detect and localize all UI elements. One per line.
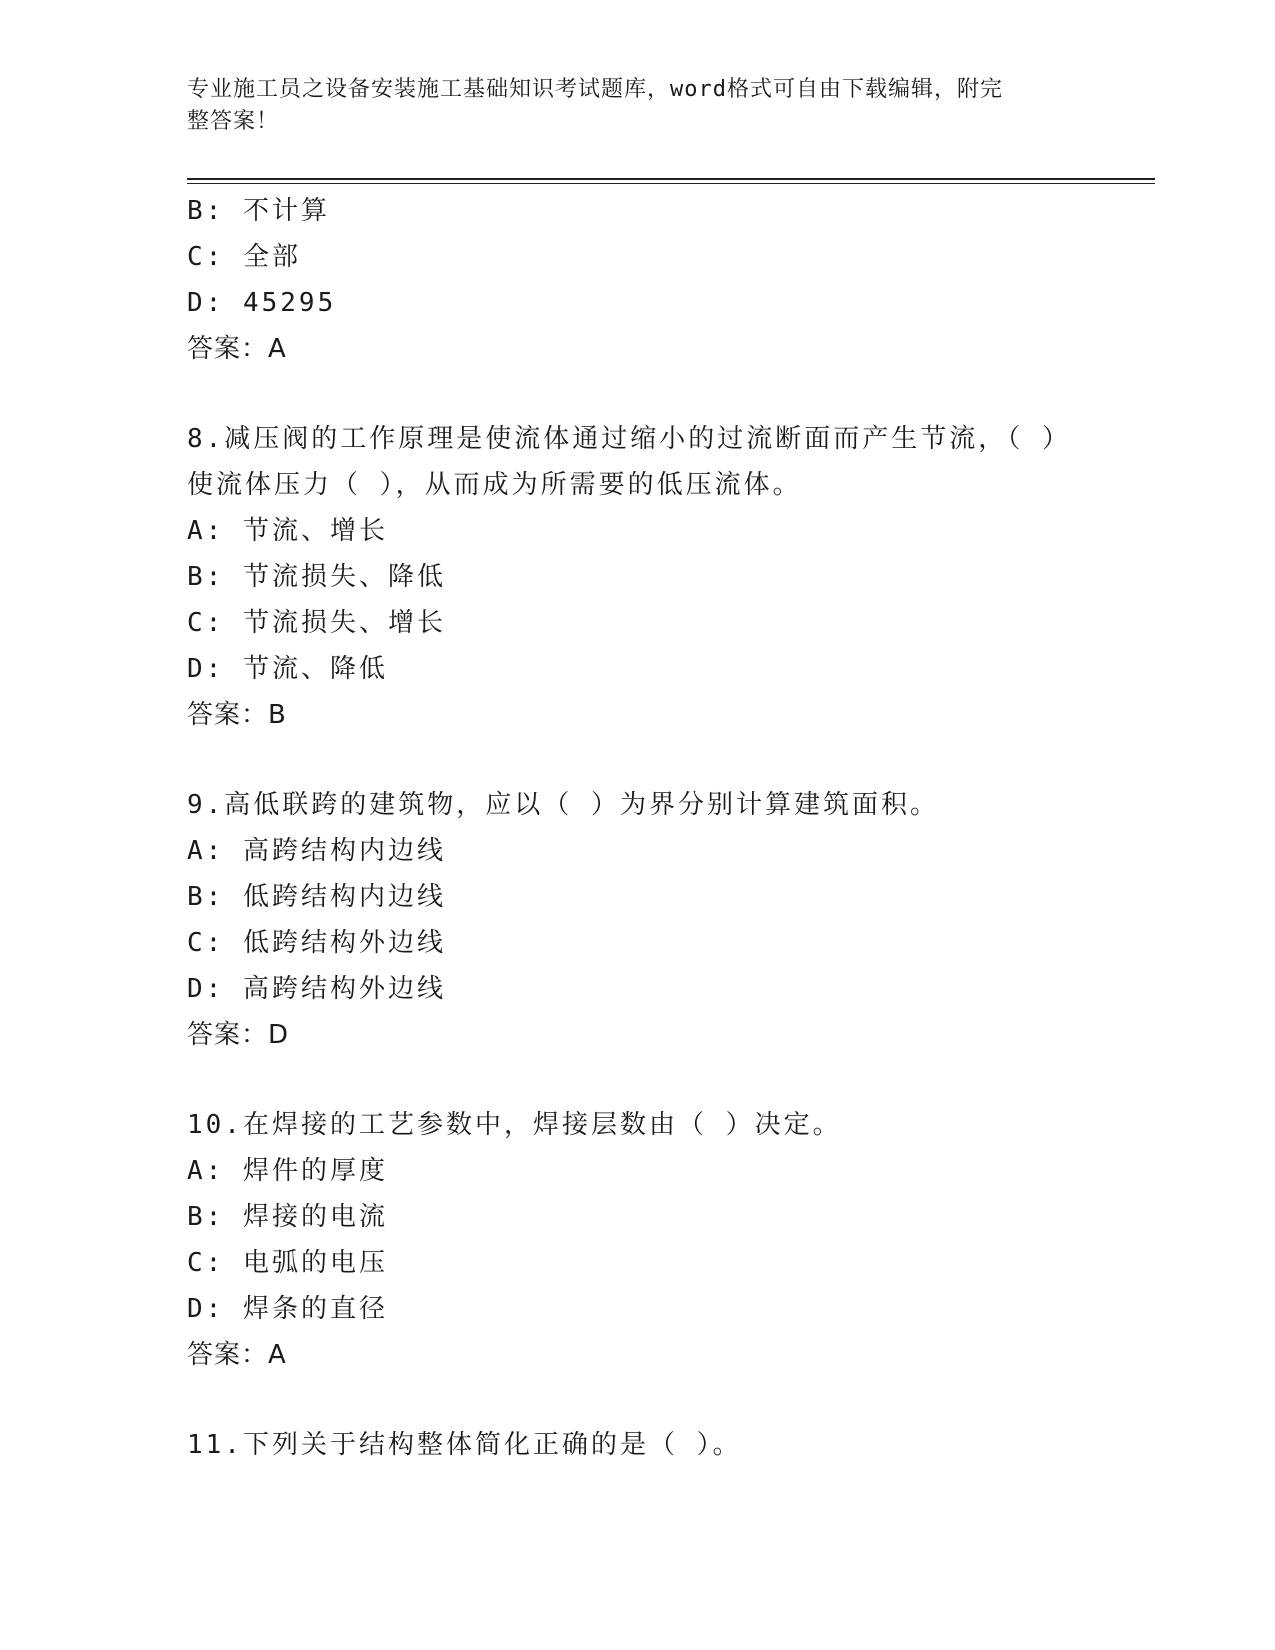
- question-content: [187, 188, 1087, 1468]
- answer: 答案：B: [187, 700, 287, 730]
- question-10: [187, 1102, 1087, 1378]
- option-b: B: 低跨结构内边线: [187, 882, 446, 912]
- option-d: D: 高跨结构外边线: [187, 974, 446, 1004]
- option-a: A: 焊件的厚度: [187, 1156, 388, 1186]
- option-c: C: 低跨结构外边线: [187, 928, 446, 958]
- header-rule-thick: [187, 178, 1155, 180]
- option-c: C: 全部: [187, 242, 301, 272]
- option-c: C: 电弧的电压: [187, 1248, 388, 1278]
- option-a: A: 节流、增长: [187, 516, 388, 546]
- answer: 答案：D: [187, 1020, 290, 1050]
- option-d: D: 节流、降低: [187, 654, 388, 684]
- option-d: D: 焊条的直径: [187, 1294, 388, 1324]
- answer: 答案：A: [187, 334, 287, 364]
- question-stem: 9.高低联跨的建筑物，应以（ ）为界分别计算建筑面积。: [187, 790, 939, 820]
- option-a: A: 高跨结构内边线: [187, 836, 446, 866]
- option-b: B: 不计算: [187, 196, 330, 226]
- document-header: [187, 74, 1067, 138]
- option-d: D: 45295: [187, 288, 337, 318]
- header-rule-thin: [187, 183, 1155, 184]
- option-b: B: 节流损失、降低: [187, 562, 446, 592]
- question-stem-continued: 使流体压力（ ），从而成为所需要的低压流体。: [187, 470, 802, 500]
- option-c: C: 节流损失、增长: [187, 608, 446, 638]
- question-7-continued: [187, 188, 1087, 372]
- question-stem: 10.在焊接的工艺参数中，焊接层数由（ ）决定。: [187, 1110, 842, 1140]
- question-stem: 11.下列关于结构整体简化正确的是（ ）。: [187, 1430, 742, 1460]
- question-stem: 8.减压阀的工作原理是使流体通过缩小的过流断面而产生节流，（ ）: [187, 424, 1071, 454]
- question-8: [187, 416, 1087, 738]
- header-line-2: 整答案！: [187, 109, 280, 134]
- question-9: [187, 782, 1087, 1058]
- header-line-1: 专业施工员之设备安装施工基础知识考试题库，word格式可自由下载编辑，附完: [187, 77, 1003, 102]
- option-b: B: 焊接的电流: [187, 1202, 388, 1232]
- question-11: [187, 1422, 1087, 1468]
- answer: 答案：A: [187, 1340, 287, 1370]
